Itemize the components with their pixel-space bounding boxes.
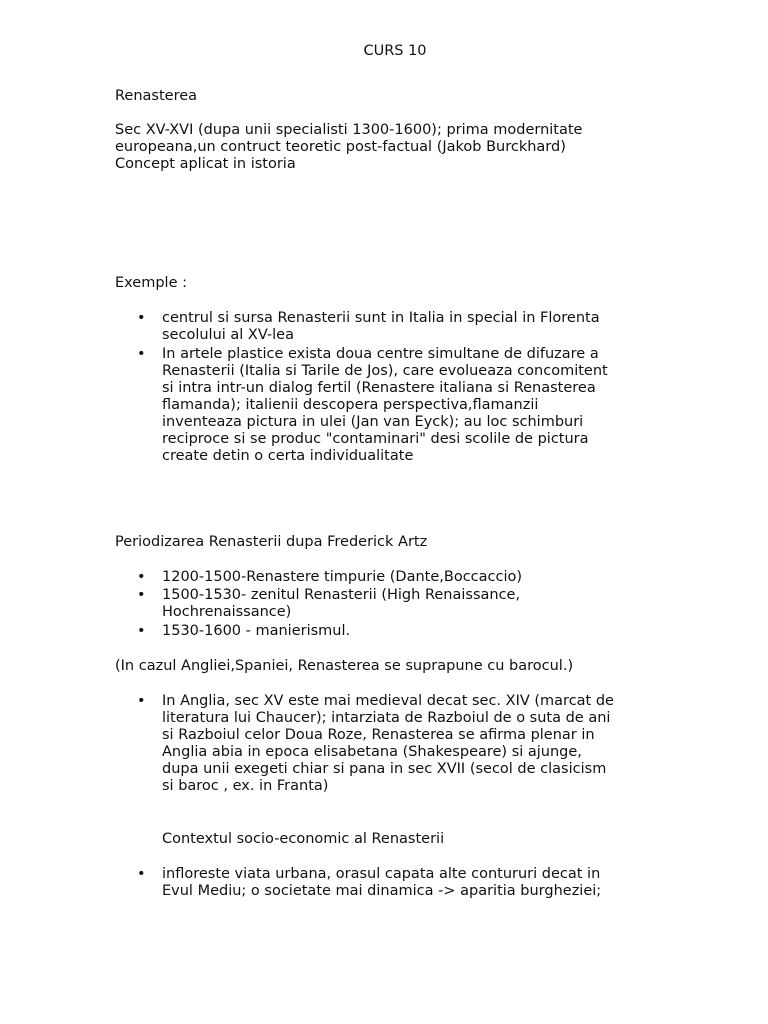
list-item-line: si baroc , ex. in Franta) xyxy=(162,778,329,794)
intro-line: Concept aplicat in istoria xyxy=(115,156,296,172)
list-item-line: In artele plastice exista doua centre simultane de difuzare a xyxy=(162,346,599,362)
context-heading: Contextul socio-economic al Renasterii xyxy=(162,831,445,847)
list-item-line: si Razboiul celor Doua Roze, Renasterea se afirma plenar in xyxy=(162,727,595,743)
intro-line: Sec XV-XVI (dupa unii specialisti 1300-1600); prima modernitate xyxy=(115,122,583,138)
list-item-line: Renasterii (Italia si Tarile de Jos), care evolueaza concomitent xyxy=(162,363,608,379)
list-item-line: literatura lui Chaucer); intarziata de Razboiul de o suta de ani xyxy=(162,710,611,726)
bullet-icon: • xyxy=(137,310,146,326)
list-item-line: In Anglia, sec XV este mai medieval decat sec. XIV (marcat de xyxy=(162,693,614,709)
periodizare-label: Periodizarea Renasterii dupa Frederick Artz xyxy=(115,534,428,550)
list-item-line: 1530-1600 - manierismul. xyxy=(162,623,351,639)
list-item-line: create detin o certa individualitate xyxy=(162,448,414,464)
list-item-line: infloreste viata urbana, orasul capata alte contururi decat in xyxy=(162,866,601,882)
list-item-line: si intra intr-un dialog fertil (Renastere italiana si Renasterea xyxy=(162,380,596,396)
list-item-line: inventeaza pictura in ulei (Jan van Eyck); au loc schimburi xyxy=(162,414,584,430)
bullet-icon: • xyxy=(137,569,146,585)
bullet-icon: • xyxy=(137,587,146,603)
section-heading-renasterea: Renasterea xyxy=(115,88,198,104)
list-item-line: secolului al XV-lea xyxy=(162,327,294,343)
bullet-icon: • xyxy=(137,866,146,882)
list-item-line: centrul si sursa Renasterii sunt in Italia in special in Florenta xyxy=(162,310,600,326)
list-item-line: reciproce si se produc "contaminari" desi scolile de pictura xyxy=(162,431,589,447)
note-paragraph: (In cazul Angliei,Spaniei, Renasterea se suprapune cu barocul.) xyxy=(115,658,574,674)
list-item-line: Evul Mediu; o societate mai dinamica -> aparitia burgheziei; xyxy=(162,883,602,899)
list-item-line: 1200-1500-Renastere timpurie (Dante,Boccaccio) xyxy=(162,569,523,585)
list-item-line: dupa unii exegeti chiar si pana in sec XVII (secol de clasicism xyxy=(162,761,607,777)
intro-line: europeana,un contruct teoretic post-factual (Jakob Burckhard) xyxy=(115,139,566,155)
bullet-icon: • xyxy=(137,693,146,709)
bullet-icon: • xyxy=(137,623,146,639)
list-item-line: flamanda); italienii descopera perspectiva,flamanzii xyxy=(162,397,539,413)
document-title: CURS 10 xyxy=(363,43,427,59)
list-item-line: 1500-1530- zenitul Renasterii (High Renaissance, xyxy=(162,587,521,603)
list-item-line: Anglia abia in epoca elisabetana (Shakespeare) si ajunge, xyxy=(162,744,582,760)
exemple-label: Exemple : xyxy=(115,275,187,291)
list-item-line: Hochrenaissance) xyxy=(162,604,292,620)
bullet-icon: • xyxy=(137,346,146,362)
